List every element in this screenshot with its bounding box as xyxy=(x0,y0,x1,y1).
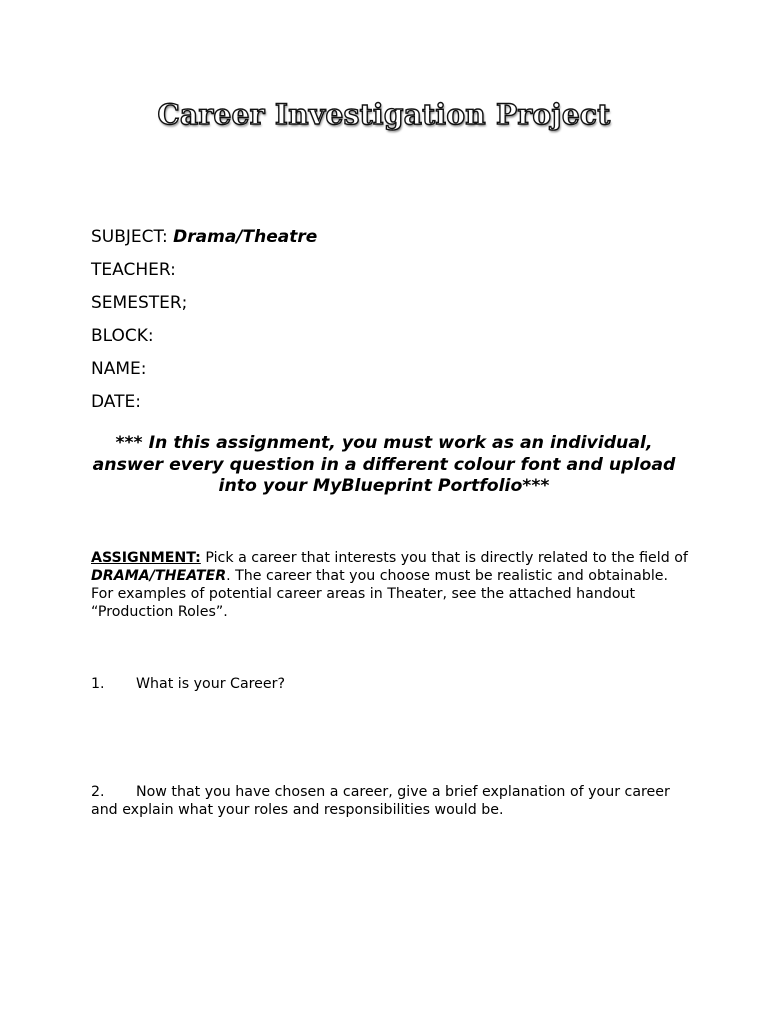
question-2 xyxy=(91,783,691,819)
assignment-label: ASSIGNMENT: xyxy=(91,550,201,566)
semester-field xyxy=(91,293,187,313)
document-title: Career Investigation Project xyxy=(157,98,611,131)
name-field xyxy=(91,359,146,379)
date-label: DATE: xyxy=(91,392,141,412)
block-label: BLOCK: xyxy=(91,326,154,346)
name-label: NAME: xyxy=(91,359,147,379)
block-field xyxy=(91,326,154,346)
assignment-paragraph xyxy=(91,549,691,621)
question-number: 2. xyxy=(91,784,105,800)
teacher-field xyxy=(91,260,176,280)
teacher-label: TEACHER: xyxy=(91,260,176,280)
question-text: Now that you have chosen a career, give a brief explanation of your career and explain what your roles and responsibilities would be. xyxy=(91,784,670,818)
instructions-note: *** In this assignment, you must work as an individual, answer every question in a different colour font and upload into your MyBlueprint Portfolio*** xyxy=(92,433,676,496)
question-text: What is your Career? xyxy=(136,676,285,692)
subject-value: Drama/Theatre xyxy=(173,227,318,247)
semester-label: SEMESTER; xyxy=(91,293,188,313)
assignment-text-2: . The career that you choose must be realistic and obtainable. For examples of potential career areas in Theater, see the attached handout “Production Roles”. xyxy=(91,568,669,620)
assignment-text-1: Pick a career that interests you that is directly related to the field of xyxy=(200,550,688,566)
subject-label: SUBJECT: xyxy=(91,227,168,247)
subject-field xyxy=(91,227,317,247)
question-number: 1. xyxy=(91,676,105,692)
question-1 xyxy=(91,675,691,693)
date-field xyxy=(91,392,141,412)
assignment-emphasis: DRAMA/THEATER xyxy=(91,568,227,584)
